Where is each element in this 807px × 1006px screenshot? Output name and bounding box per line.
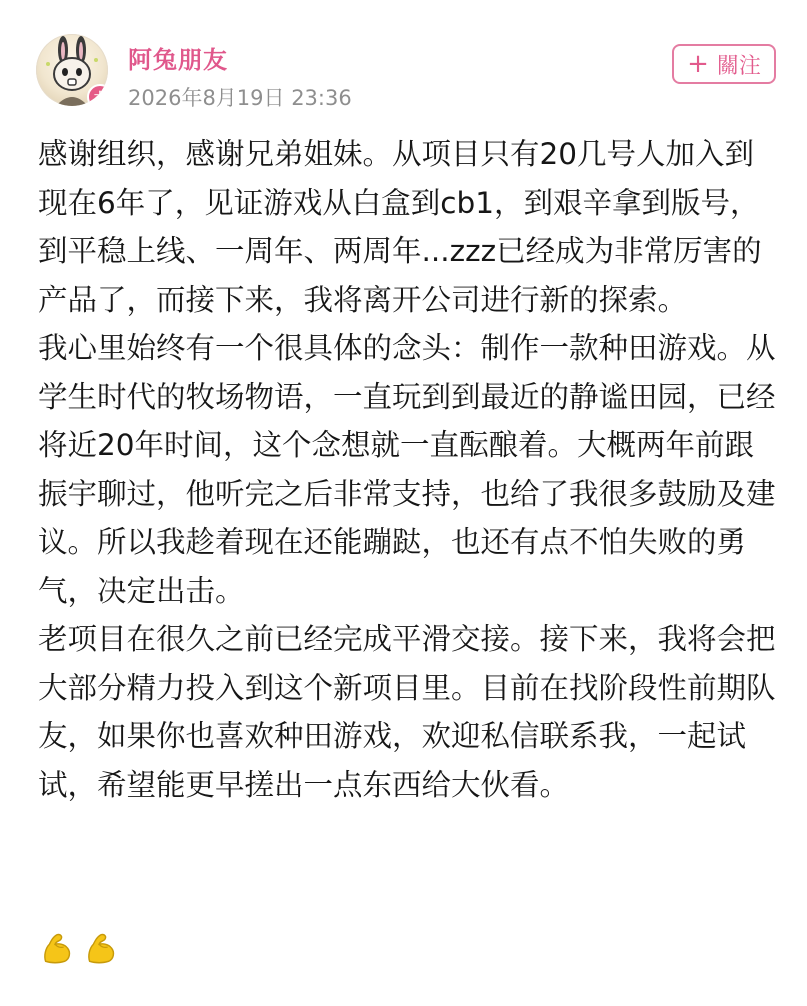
flexed-biceps-icon: [38, 929, 76, 967]
post-timestamp: 2026年8月19日 23:36: [128, 86, 352, 110]
post-paragraph: 我心里始终有一个很具体的念头：制作一款种田游戏。从学生时代的牧场物语，一直玩到到最近的静谧田园，已经将近20年时间，这个念想就一直酝酿着。大概两年前跟振宇聊过，他听完之后非常支持，也给了我很多鼓励及建议。所以我趁着现在还能蹦跶，也还有点不怕失败的勇气，决定出击。: [38, 331, 776, 608]
post-header: [36, 34, 776, 110]
follow-button-label: 關注: [716, 53, 761, 79]
avatar-badge: 大: [87, 84, 108, 106]
post-paragraph: 感谢组织，感谢兄弟姐妹。从项目只有20几号人加入到现在6年了，见证游戏从白盒到cb1，到艰辛拿到版号，到平稳上线、一周年、两周年...zzz已经成为非常厉害的产品了，而接下来，我将离开公司进行新的探索。: [38, 137, 762, 317]
post-body: [38, 130, 778, 809]
avatar[interactable]: [36, 34, 108, 106]
post-paragraph: 老项目在很久之前已经完成平滑交接。接下来，我将会把大部分精力投入到这个新项目里。目前在找阶段性前期队友，如果你也喜欢种田游戏，欢迎私信联系我，一起试试，希望能更早搓出一点东西给大伙看。: [38, 622, 776, 802]
flexed-biceps-icon: [82, 929, 120, 967]
emoji-row: [38, 929, 120, 967]
plus-icon: +: [687, 49, 709, 79]
follow-button[interactable]: [672, 44, 776, 84]
username-link[interactable]: 阿兔朋友: [128, 46, 228, 74]
